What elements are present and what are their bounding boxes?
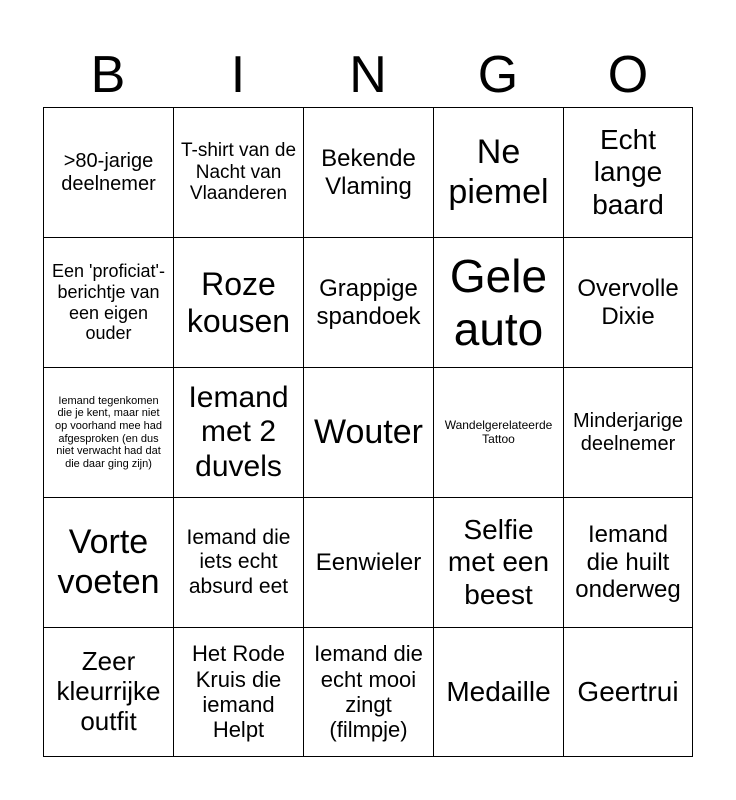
bingo-cell[interactable] <box>433 367 563 497</box>
header-letter-b: B <box>90 46 126 104</box>
cell-text: Iemand tegenkomen die je kent, maar niet op voorhand mee had afgesproken (en dus niet verwacht had dat die daar ging zijn) <box>54 394 163 470</box>
cell-text: Overvolle Dixie <box>577 274 679 330</box>
bingo-cell[interactable] <box>563 627 693 757</box>
cell-text: Iemand die iets echt absurd eet <box>186 526 291 598</box>
bingo-cell[interactable] <box>173 107 303 237</box>
cell-text: Wandelgerelateerde Tattoo <box>444 417 553 446</box>
header-letter-g: G <box>477 46 519 104</box>
header-letter-i: I <box>230 46 246 104</box>
cell-text: Het Rode Kruis die iemand Helpt <box>192 641 285 743</box>
bingo-cell[interactable] <box>173 627 303 757</box>
bingo-cell[interactable] <box>303 237 433 367</box>
bingo-cell[interactable] <box>563 497 693 627</box>
cell-text: Een 'proficiat'-berichtje van een eigen ouder <box>52 261 165 344</box>
bingo-cell[interactable] <box>43 627 173 757</box>
bingo-cell[interactable] <box>433 107 563 237</box>
header-letter-o: O <box>607 46 649 104</box>
cell-text: Gele auto <box>449 249 548 355</box>
bingo-cell[interactable] <box>43 367 173 497</box>
bingo-header <box>43 42 693 108</box>
bingo-cell[interactable] <box>303 107 433 237</box>
bingo-cell[interactable] <box>303 367 433 497</box>
bingo-cell[interactable] <box>563 107 693 237</box>
cell-text: Iemand met 2 duvels <box>188 380 289 483</box>
header-letter-n: N <box>349 46 387 104</box>
cell-text: Iemand die echt mooi zingt (filmpje) <box>314 641 423 743</box>
cell-text: Minderjarige deelnemer <box>572 409 684 455</box>
bingo-cell[interactable] <box>303 627 433 757</box>
bingo-grid <box>43 107 693 757</box>
bingo-cell[interactable] <box>173 367 303 497</box>
bingo-cell[interactable] <box>563 367 693 497</box>
cell-text: Roze kousen <box>186 265 291 339</box>
cell-text: Eenwieler <box>315 548 422 576</box>
bingo-cell[interactable] <box>43 107 173 237</box>
cell-text: Zeer kleurrijke outfit <box>56 646 161 736</box>
bingo-cell[interactable] <box>303 497 433 627</box>
cell-text: Wouter <box>314 412 423 451</box>
bingo-cell[interactable] <box>433 497 563 627</box>
bingo-cell[interactable] <box>433 237 563 367</box>
bingo-cell[interactable] <box>173 237 303 367</box>
cell-text: Grappige spandoek <box>316 274 421 330</box>
cell-text: Medaille <box>446 675 551 707</box>
cell-text: Bekende Vlaming <box>321 144 416 200</box>
cell-text: Iemand die huilt onderweg <box>575 521 681 604</box>
cell-text: Selfie met een beest <box>447 514 550 610</box>
bingo-cell[interactable] <box>433 627 563 757</box>
cell-text: Echt lange baard <box>592 124 664 220</box>
cell-text: >80-jarige deelnemer <box>61 149 156 195</box>
cell-text: Vorte voeten <box>57 523 160 601</box>
bingo-cell[interactable] <box>43 237 173 367</box>
cell-text: Ne piemel <box>448 133 549 211</box>
bingo-cell[interactable] <box>43 497 173 627</box>
cell-text: T-shirt van de Nacht van Vlaanderen <box>180 139 297 205</box>
bingo-cell[interactable] <box>173 497 303 627</box>
bingo-cell[interactable] <box>563 237 693 367</box>
cell-text: Geertrui <box>577 675 679 707</box>
